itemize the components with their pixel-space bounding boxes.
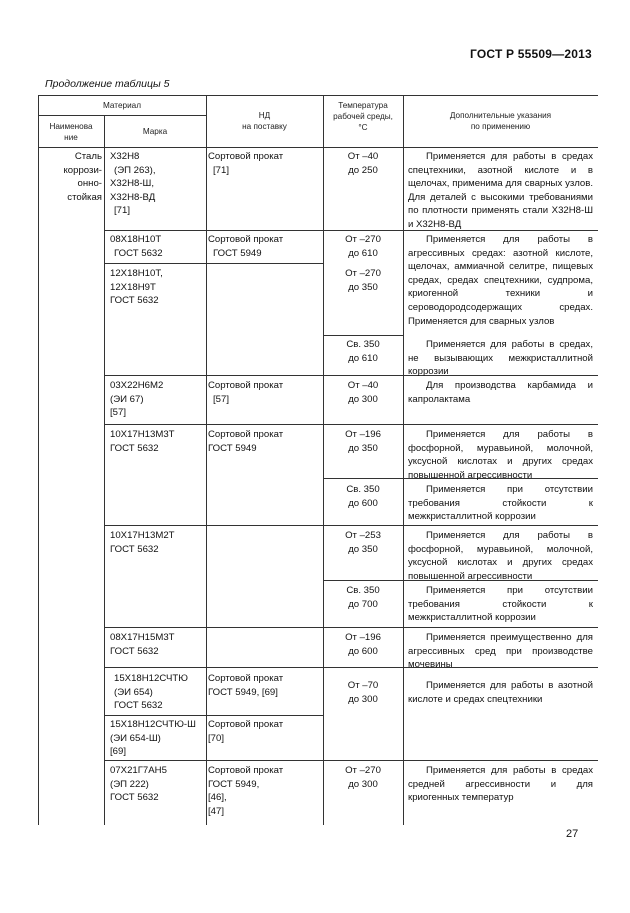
temperature-cell: Св. 350 до 600 bbox=[346, 484, 380, 509]
col-header-nd: НД на поставку bbox=[242, 111, 287, 131]
nd-cell: Сортовой прокат ГОСТ 5949 bbox=[208, 429, 284, 454]
note-cell: Применяется преимущественно для агрессивных сред при производстве мочевины bbox=[408, 632, 593, 671]
col-header-material: Материал bbox=[103, 101, 141, 110]
grade-cell: 15Х18Н12СЧТЮ-Ш (ЭИ 654-Ш) [69] bbox=[110, 719, 196, 758]
table-caption: Продолжение таблицы 5 bbox=[45, 78, 170, 90]
col-header-grade: Марка bbox=[142, 127, 168, 136]
page-number: 27 bbox=[566, 828, 579, 840]
note-cell: Применяется при отсутствии требования стойкости к межкристаллитной коррозии bbox=[408, 585, 593, 624]
note-cell: Применяется для работы в фосфорной, муравьиной, молочной, уксусной кислотах и других средах повышенной агрессивности bbox=[408, 429, 593, 481]
grade-cell: Х32Н8 (ЭП 263), Х32Н8-Ш, Х32Н8-ВД [71] bbox=[110, 151, 156, 217]
page-header: ГОСТ Р 55509—2013 bbox=[470, 47, 592, 61]
grade-cell: 08Х18Н10Т ГОСТ 5632 bbox=[110, 234, 163, 259]
temperature-cell: Св. 350 до 700 bbox=[346, 585, 380, 610]
col-header-temperature: Температура рабочей среды, °C bbox=[333, 101, 393, 132]
temperature-cell: От –196 до 350 bbox=[345, 429, 381, 454]
nd-cell: Сортовой прокат [57] bbox=[208, 380, 284, 405]
note-cell: Применяется для работы в средах, не вызывающих межкристаллитной коррозии bbox=[408, 339, 593, 378]
nd-cell: Сортовой прокат ГОСТ 5949, [46], [47] bbox=[208, 765, 284, 817]
temperature-cell: От –70 до 300 bbox=[347, 680, 379, 705]
note-cell: Применяется при отсутствии требования стойкости к межкристаллитной коррозии bbox=[408, 484, 593, 523]
note-cell: Применяется для работы в агрессивных средах: азотной кислоте, щелочах, аммиачной селитре, пищевых средах, средах спецтехники, судпрома, криогенной техники и сероводородсодержащих средах. Применяется для сварных узлов bbox=[408, 234, 593, 327]
note-cell: Применяется для работы в фосфорной, муравьиной, молочной, уксусной кислотах и других средах повышенной агрессивности bbox=[408, 530, 593, 582]
temperature-cell: От –270 до 350 bbox=[345, 268, 381, 293]
grade-cell: 08Х17Н15М3Т ГОСТ 5632 bbox=[110, 632, 175, 657]
grade-cell: 03Х22Н6М2 (ЭИ 67) [57] bbox=[110, 380, 164, 419]
grade-cell: 07Х21Г7АН5 (ЭП 222) ГОСТ 5632 bbox=[110, 765, 167, 804]
temperature-cell: От –40 до 250 bbox=[347, 151, 379, 176]
note-cell: Применяется для работы в средах средней агрессивности и для криогенных температур bbox=[408, 765, 593, 804]
grade-cell: 10Х17Н13М3Т ГОСТ 5632 bbox=[110, 429, 175, 454]
grade-cell: 15Х18Н12СЧТЮ (ЭИ 654) ГОСТ 5632 bbox=[114, 673, 188, 712]
col-header-name: Наименова ние bbox=[49, 122, 93, 142]
note-cell: Применяется для работы в средах спецтехники, азотной кислоте и в щелочах, применима для сварных узлов. Для деталей с высокими требованиями по плотности применять стали Х32Н8-Ш и Х32Н8-ВД bbox=[408, 151, 593, 230]
material-name: Сталь коррози- онно- стойкая bbox=[63, 151, 102, 203]
temperature-cell: От –196 до 600 bbox=[345, 632, 381, 657]
temperature-cell: От –270 до 610 bbox=[345, 234, 381, 259]
grade-cell: 12Х18Н10Т, 12Х18Н9Т ГОСТ 5632 bbox=[110, 268, 163, 307]
temperature-cell: От –253 до 350 bbox=[345, 530, 381, 555]
note-cell: Применяется для работы в азотной кислоте и средах спецтехники bbox=[408, 680, 593, 705]
table-5 bbox=[38, 95, 598, 825]
note-cell: Для производства карбамида и капролактама bbox=[408, 380, 593, 405]
nd-cell: Сортовой прокат [70] bbox=[208, 719, 284, 744]
nd-cell: Сортовой прокат ГОСТ 5949, [69] bbox=[208, 673, 284, 698]
nd-cell: Сортовой прокат ГОСТ 5949 bbox=[208, 234, 284, 259]
temperature-cell: Св. 350 до 610 bbox=[346, 339, 380, 364]
grade-cell: 10Х17Н13М2Т ГОСТ 5632 bbox=[110, 530, 175, 555]
temperature-cell: От –40 до 300 bbox=[347, 380, 379, 405]
col-header-notes: Дополнительные указания по применению bbox=[449, 111, 552, 131]
nd-cell: Сортовой прокат [71] bbox=[208, 151, 284, 176]
temperature-cell: От –270 до 300 bbox=[345, 765, 381, 790]
